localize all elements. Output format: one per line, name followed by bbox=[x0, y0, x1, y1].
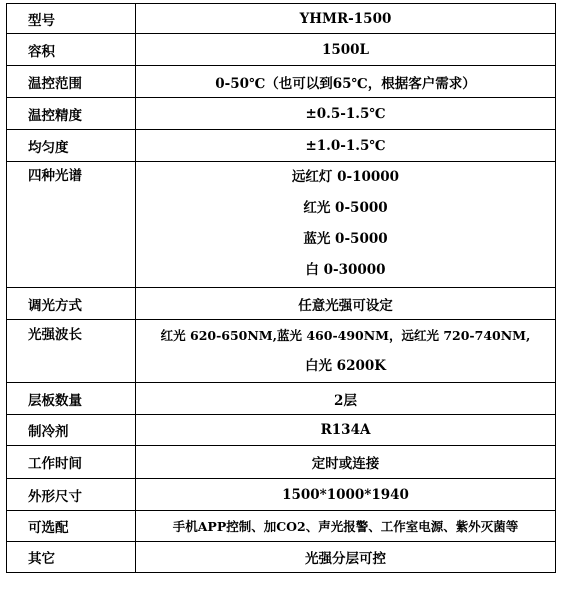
row-label-shelves: 层板数量 bbox=[7, 383, 136, 415]
row-label-other: 其它 bbox=[7, 542, 136, 573]
row-label-dimming: 调光方式 bbox=[7, 288, 136, 320]
row-label-volume: 容积 bbox=[7, 34, 136, 66]
table-row bbox=[7, 66, 556, 98]
row-label-wavelength-text: 光强波长 bbox=[28, 327, 82, 343]
table-row bbox=[7, 446, 556, 479]
row-value-other: 光强分层可控 bbox=[136, 542, 556, 573]
spectrum-blue: 蓝光 0-5000 bbox=[303, 231, 388, 247]
row-value-wavelength bbox=[136, 320, 556, 383]
table-row bbox=[7, 415, 556, 446]
row-value-uniformity: ±1.0-1.5℃ bbox=[136, 130, 556, 162]
row-label-uniformity: 均匀度 bbox=[7, 130, 136, 162]
table-row bbox=[7, 288, 556, 320]
row-value-work-time: 定时或连接 bbox=[136, 446, 556, 479]
table-row bbox=[7, 542, 556, 573]
table-row bbox=[7, 34, 556, 66]
row-label-spectrum bbox=[7, 162, 136, 288]
table-row bbox=[7, 130, 556, 162]
table-row bbox=[7, 98, 556, 130]
row-label-options: 可选配 bbox=[7, 511, 136, 542]
row-value-dimming: 任意光强可设定 bbox=[136, 288, 556, 320]
spectrum-white: 白 0-30000 bbox=[305, 262, 386, 278]
table-row bbox=[7, 479, 556, 511]
table-row bbox=[7, 511, 556, 542]
row-label-temp-precision: 温控精度 bbox=[7, 98, 136, 130]
row-label-wavelength bbox=[7, 320, 136, 383]
wavelength-line-1: 红光 620-650NM,蓝光 460-490NM，远红光 720-740NM, bbox=[160, 328, 531, 343]
table-row bbox=[7, 383, 556, 415]
row-value-refrigerant: R134A bbox=[136, 415, 556, 446]
wavelength-line-2: 白光 6200K bbox=[304, 358, 386, 374]
row-value-temp-precision: ±0.5-1.5℃ bbox=[136, 98, 556, 130]
spectrum-far-red: 远红灯 0-10000 bbox=[291, 169, 400, 185]
table-row bbox=[7, 4, 556, 34]
row-label-work-time: 工作时间 bbox=[7, 446, 136, 479]
table-row bbox=[7, 320, 556, 383]
row-value-spectrum bbox=[136, 162, 556, 288]
row-value-model: YHMR-1500 bbox=[136, 4, 556, 34]
row-value-temp-range: 0-50℃（也可以到65℃，根据客户需求） bbox=[136, 66, 556, 98]
spec-table bbox=[6, 3, 556, 573]
row-value-options: 手机APP控制、加CO2、声光报警、工作室电源、紫外灭菌等 bbox=[136, 511, 556, 542]
row-label-spectrum-text: 四种光谱 bbox=[28, 168, 82, 184]
row-label-refrigerant: 制冷剂 bbox=[7, 415, 136, 446]
row-label-temp-range: 温控范围 bbox=[7, 66, 136, 98]
spectrum-red: 红光 0-5000 bbox=[303, 200, 388, 216]
table-row bbox=[7, 162, 556, 288]
row-value-shelves: 2层 bbox=[136, 383, 556, 415]
row-value-volume: 1500L bbox=[136, 34, 556, 66]
row-label-model: 型号 bbox=[7, 4, 136, 34]
row-label-dimensions: 外形尺寸 bbox=[7, 479, 136, 511]
row-value-dimensions: 1500*1000*1940 bbox=[136, 479, 556, 511]
